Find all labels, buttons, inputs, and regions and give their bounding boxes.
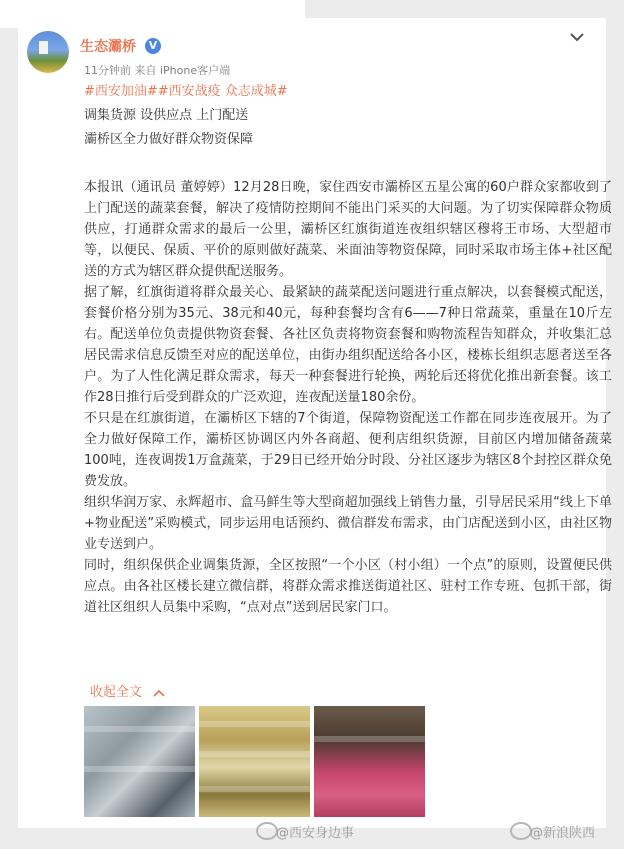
photo-egg-crates[interactable] <box>199 706 310 817</box>
paragraph: 组织华润万家、永辉超市、盒马鲜生等大型商超加强线上销售力量，引导居民采用“线上下单+物业配送”采购模式，同步运用电话预约、微信群发布需求，由门店配送到小区，由社区物业专送到户。 <box>84 495 612 552</box>
headline-line-2: 灞桥区全力做好群众物资保障 <box>84 132 254 147</box>
paragraph: 据了解，红旗街道将群众最关心、最紧缺的蔬菜配送问题进行重点解决，以套餐模式配送，套餐价格分别为35元、38元和40元，每种套餐均含有6——7种日常蔬菜，重量在10斤左右。配送单位负责提供物资套餐、各社区负责将物资套餐和购物流程告知群众，并收集汇总居民需求信息反馈至对应的配送单位，由街办组织配送给各小区，楼栋长组织志愿者送至各户。为了人性化满足群众需求，每天一种套餐进行轮换，两轮后还将优化推出新套餐。该工作28日推行后受到群众的广泛欢迎，连夜配送量180余份。 <box>84 285 612 405</box>
weibo-logo-icon <box>510 822 532 840</box>
watermark: @西安身边事 <box>276 826 355 841</box>
collapse-label: 收起全文 <box>90 685 143 700</box>
photo-dragon-fruit[interactable] <box>314 706 425 817</box>
weibo-logo-icon <box>256 822 278 840</box>
collapse-text-button[interactable] <box>90 681 166 700</box>
paragraph: 本报讯（通讯员 董婷婷）12月28日晚，家住西安市灞桥区五星公寓的60户群众家都收到了上门配送的蔬菜套餐，解决了疫情防控期间不能出门采买的大问题。为了切实保障群众物质供应，打通群众需求的最后一公里，灞桥区红旗街道连夜组织辖区穆将王市场、大型超市等，以便民、保质、平价的原则做好蔬菜、米面油等物资保障，同时采取市场主体+社区配送的方式为辖区群众提供配送服务。 <box>84 180 612 279</box>
headline-line-1: 调集货源 设供应点 上门配送 <box>84 108 249 123</box>
post-body <box>84 177 612 618</box>
paragraph: 不只是在红旗街道，在灞桥区下辖的7个街道，保障物资配送工作都在同步连夜展开。为了全力做好保障工作，灞桥区协调区内外各商超、便利店组织货源，目前区内增加储备蔬菜100吨，连夜调拨1万盒蔬菜，于29日已经开始分时段、分社区逐步为辖区8个封控区群众免费发放。 <box>84 411 612 489</box>
username[interactable]: 生态灞桥 <box>80 39 136 55</box>
avatar[interactable] <box>27 31 69 73</box>
chevron-up-icon <box>152 688 166 698</box>
post-meta: 11分钟前 来自 iPhone客户端 <box>84 64 231 77</box>
hashtags[interactable]: #西安加油##西安战疫 众志成城# <box>84 84 288 99</box>
verified-badge-icon: V <box>145 38 161 54</box>
avatar-sign-graphic <box>39 41 48 54</box>
paragraph: 同时，组织保供企业调集货源，全区按照“一个小区（村小组）一个点”的原则，设置便民供应点。由各社区楼长建立微信群，将群众需求推送街道社区、驻村工作专班、包抓干部，街道社区组织人员集中采购，“点对点”送到居民家门口。 <box>84 558 612 615</box>
watermark: @新浪陕西 <box>530 826 596 841</box>
photo-vegetable-shelves[interactable] <box>84 706 195 817</box>
chevron-down-icon[interactable] <box>568 30 586 44</box>
